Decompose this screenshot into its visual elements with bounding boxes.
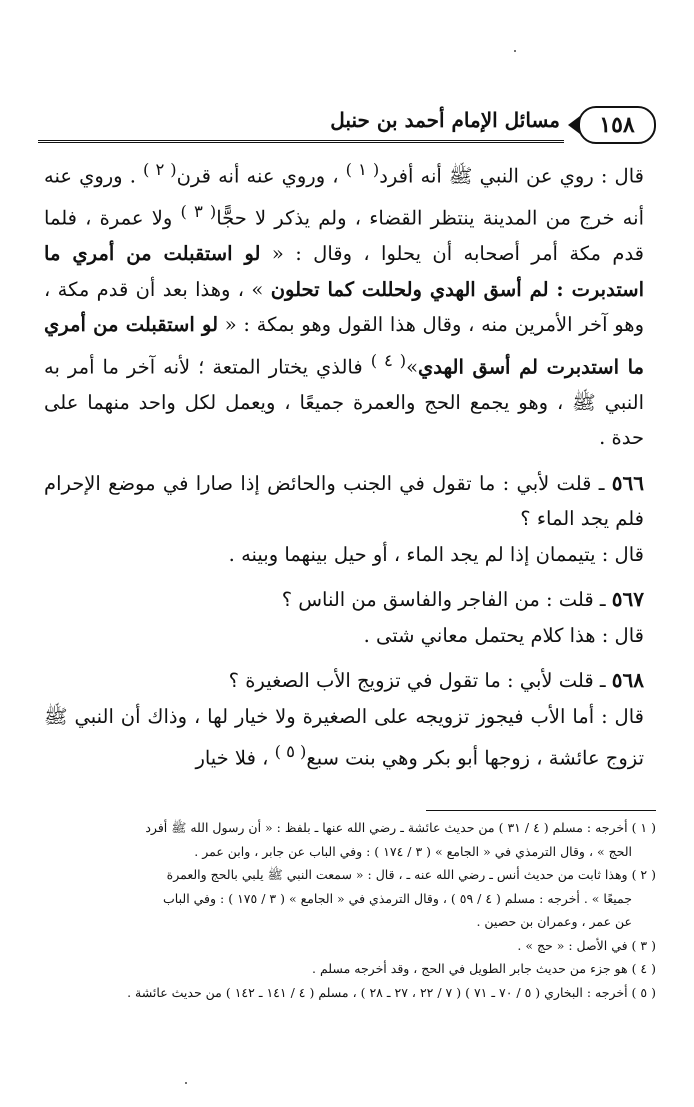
hadith-quote: لو استقبلت من أمري ما استدبرت لم أسق الهدي [44,313,644,378]
footnote-4: ( ٤ ) هو جزء من حديث جابر الطويل في الحج ، وقد أخرجه مسلم . [312,961,656,976]
text-run: » ، وهذا بعد أن قدم مكة ، وهو آخر الأمرين منه ، وقال هذا القول وهو بمكة : « [44,277,644,336]
footnote-2: ( ٢ ) وهذا ثابت من حديث أنس ـ رضي الله عنه ـ ، قال : « سمعت النبي ﷺ يلبي بالحج والعمرة [166,867,656,882]
footnote-ref: ( ١ ) [345,160,380,179]
main-text [44,152,644,776]
running-title: مسائل الإمام أحمد بن حنبل [330,108,560,132]
text-run: . وروي عنه أنه خرج من المدينة ينتظر القضاء ، ولم يذكر لا حجًّا [44,164,644,230]
answer-568 [44,699,644,777]
footnote-1: ( ١ ) أخرجه : مسلم ( ٤ / ٣١ ) من حديث عائشة ـ رضي الله عنها ـ بلفظ : « أن رسول الله ﷺ أفرد [145,820,656,835]
question-568 [44,663,644,699]
page-header [38,100,656,146]
text-run: ، وروي عنه أنه قرن [176,164,339,188]
text-run: ولا عمرة ، فلما قدم مكة أمر أصحابه أن يحلوا ، وقال : « [44,206,644,265]
text-run: قال : روي عن النبي ﷺ أنه أفرد [379,164,644,188]
page-number-badge [578,106,656,144]
footnote-2-cont: جميعًا » . أخرجه : مسلم ( ٤ / ٥٩ ) ، وقال الترمذي في « الجامع » ( ٣ / ١٧٥ ) : وفي الباب [163,890,632,906]
footnote-3: ( ٣ ) في الأصل : « حج » . [517,937,656,953]
footnote-ref: ( ٥ ) [274,742,307,761]
answer-566: قال : يتيممان إذا لم يجد الماء ، أو حيل بينهما وبينه . [228,542,644,566]
footnote-ref: ( ٢ ) [143,160,177,179]
entry-number: ٥٦٧ [611,587,644,611]
text-run: ، فلا خيار [195,746,269,770]
footnote-rule [426,810,656,811]
print-speck [514,50,516,52]
answer-567: قال : هذا كلام يحتمل معاني شتى . [363,623,644,647]
text-run: فالذي يختار المتعة ؛ لأنه آخر ما أمر به النبي ﷺ ، وهو يجمع الحج والعمرة جميعًا ، ويعمل لكل واحد منهما على حدة . [44,355,644,449]
question-text: ـ قلت لأبي : ما تقول في الجنب والحائض إذا صارا في موضع الإحرام فلم يجد الماء ؟ [44,471,644,530]
footnote-2-cont: عن عمر ، وعمران بن حصين . [476,914,632,929]
text-run: » [406,355,419,378]
footnotes [30,816,656,1004]
page-number: ١٥٨ [599,112,635,138]
entry-number: ٥٦٨ [611,668,644,692]
footnote-5: ( ٥ ) أخرجه : البخاري ( ٥ / ٧٠ ـ ٧١ ) ( ٧ / ٢٢ ، ٢٧ ـ ٢٨ ) ، مسلم ( ٤ / ١٤١ ـ ١٤٢ ) من حديث عائشة . [127,984,656,1000]
question-text: ـ قلت : من الفاجر والفاسق من الناس ؟ [281,588,606,611]
question-566 [44,466,644,537]
footnote-ref: ( ٣ ) [180,202,217,221]
paragraph-commentary [44,152,644,456]
footnote-1-cont: الحج » ، وقال الترمذي في « الجامع » ( ٣ / ١٧٤ ) : وفي الباب عن جابر ، وابن عمر . [194,843,632,859]
entry-number: ٥٦٦ [611,470,644,495]
text-run: قال : أما الأب فيجوز تزويجه على الصغيرة ولا خيار لها ، وذاك أن النبي ﷺ تزوج عائشة ، زوجها أبو بكر وهي بنت سبع [44,704,644,770]
header-rule [38,140,564,143]
hadith-quote: لو استقبلت من أمري ما استدبرت : لم أسق الهدي ولحللت كما تحلون [44,242,644,301]
question-567 [44,582,644,618]
print-speck [185,1082,187,1084]
footnote-ref: ( ٤ ) [370,350,407,370]
question-text: ـ قلت لأبي : ما تقول في تزويج الأب الصغيرة ؟ [228,669,606,692]
